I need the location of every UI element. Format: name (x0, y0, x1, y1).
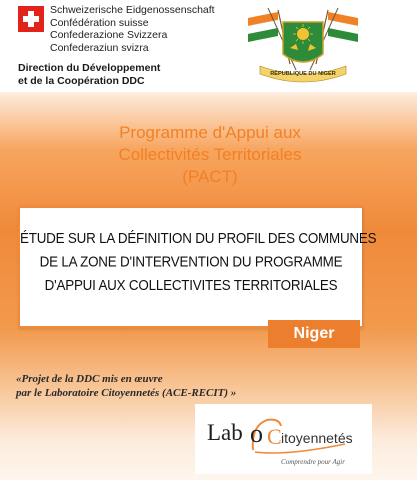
programme-line: Programme d'Appui aux (119, 123, 301, 142)
department-name (18, 62, 160, 88)
study-title-line: DE LA ZONE D'INTERVENTION DU PROGRAMME (39, 252, 343, 270)
department-line: et de la Coopération DDC (18, 75, 145, 87)
logo-tagline: Comprendre pour Agir (281, 458, 345, 466)
country-label: Niger (268, 320, 360, 348)
programme-title (60, 122, 360, 188)
programme-line: (PACT) (182, 167, 238, 186)
svg-text:o: o (250, 419, 263, 448)
study-title (20, 226, 377, 297)
programme-line: Collectivités Territoriales (118, 145, 302, 164)
agency-names (50, 4, 215, 54)
project-note-line: «Projet de la DDC mis en œuvre (16, 373, 163, 385)
agency-name-rm: Confederaziun svizra (50, 41, 149, 54)
department-line: Direction du Développement (18, 62, 161, 74)
swiss-flag-icon (18, 6, 44, 32)
header-band (0, 0, 417, 92)
agency-name-it: Confederazione Svizzera (50, 29, 168, 41)
study-title-box (18, 206, 377, 328)
study-title-line: ÉTUDE SUR LA DÉFINITION DU PROFIL DES COMMUNES (20, 229, 377, 247)
labo-citoyennetes-logo (195, 404, 372, 474)
study-title-line: D'APPUI AUX COLLECTIVITES TERRITORIALES (44, 276, 338, 294)
project-note (16, 372, 236, 400)
agency-name-de: Schweizerische Eidgenossenschaft (50, 4, 215, 16)
agency-name-fr: Confédération suisse (50, 16, 149, 29)
svg-text:itoyennetés: itoyennetés (281, 430, 353, 446)
emblem-motto: RÉPUBLIQUE DU NIGER (270, 71, 336, 77)
project-note-line: par le Laboratoire Citoyennetés (ACE-RECIT) » (16, 387, 237, 399)
labo-citoyennetes-logo-icon (195, 404, 372, 474)
niger-coat-of-arms-icon (238, 4, 368, 84)
svg-text:Lab: Lab (207, 420, 243, 445)
svg-text:C: C (267, 424, 282, 449)
